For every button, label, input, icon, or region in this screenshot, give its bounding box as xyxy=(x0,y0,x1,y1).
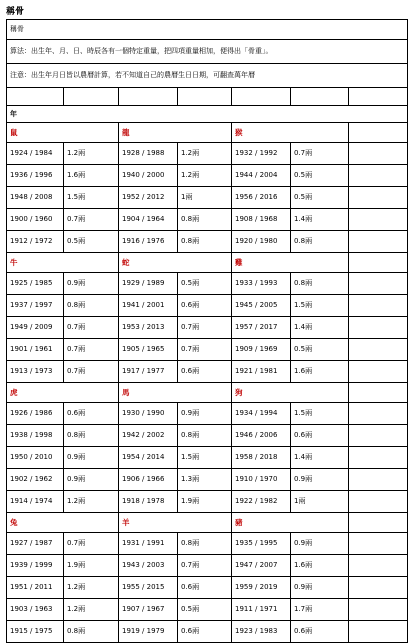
birth-years-cell: 1958 / 2018 xyxy=(232,447,291,469)
empty-cell xyxy=(349,425,408,447)
bone-weight-cell: 0.8兩 xyxy=(178,533,232,555)
birth-years-cell: 1901 / 1961 xyxy=(7,339,64,361)
birth-years-cell: 1932 / 1992 xyxy=(232,143,291,165)
birth-years-cell: 1953 / 2013 xyxy=(119,317,178,339)
zodiac-animal-label: 羊 xyxy=(119,513,232,533)
bone-weight-cell: 0.7兩 xyxy=(64,339,119,361)
empty-cell xyxy=(349,599,408,621)
birth-years-cell: 1907 / 1967 xyxy=(119,599,178,621)
bone-weight-cell: 0.9兩 xyxy=(291,533,349,555)
birth-years-cell: 1931 / 1991 xyxy=(119,533,178,555)
bone-weight-cell: 0.5兩 xyxy=(178,599,232,621)
method-note: 算法：出生年、月、日、時辰各有一個特定重量，把四項重量相加，便得出「骨重」。 xyxy=(7,40,408,64)
birth-years-cell: 1911 / 1971 xyxy=(232,599,291,621)
empty-cell xyxy=(349,469,408,491)
sheet-title: 稱骨 xyxy=(7,20,408,40)
caution-note: 注意：出生年月日皆以農曆計算，若不知道自己的農曆生日日期，可翻查萬年曆 xyxy=(7,64,408,88)
birth-years-cell: 1948 / 2008 xyxy=(7,187,64,209)
zodiac-header-row xyxy=(7,383,408,403)
bone-weight-cell: 1.5兩 xyxy=(291,403,349,425)
table-row xyxy=(7,577,408,599)
birth-years-cell: 1903 / 1963 xyxy=(7,599,64,621)
bone-weight-cell: 1.5兩 xyxy=(291,295,349,317)
birth-years-cell: 1917 / 1977 xyxy=(119,361,178,383)
birth-years-cell: 1956 / 2016 xyxy=(232,187,291,209)
bone-weight-cell: 0.8兩 xyxy=(64,425,119,447)
bone-weight-cell: 1兩 xyxy=(178,187,232,209)
empty-cell xyxy=(349,317,408,339)
birth-years-cell: 1941 / 2001 xyxy=(119,295,178,317)
zodiac-animal-label: 龍 xyxy=(119,123,232,143)
bone-weight-cell: 0.6兩 xyxy=(178,577,232,599)
bone-weight-cell: 1.5兩 xyxy=(64,187,119,209)
birth-years-cell: 1943 / 2003 xyxy=(119,555,178,577)
empty-cell xyxy=(349,361,408,383)
table-row xyxy=(7,491,408,513)
bone-weight-cell: 0.8兩 xyxy=(291,231,349,253)
table-row xyxy=(7,143,408,165)
bone-weight-cell: 1.4兩 xyxy=(291,447,349,469)
birth-years-cell: 1927 / 1987 xyxy=(7,533,64,555)
bone-weight-cell: 1.9兩 xyxy=(178,491,232,513)
empty-cell xyxy=(349,555,408,577)
bone-weight-cell: 0.5兩 xyxy=(291,339,349,361)
birth-years-cell: 1935 / 1995 xyxy=(232,533,291,555)
birth-years-cell: 1944 / 2004 xyxy=(232,165,291,187)
birth-years-cell: 1934 / 1994 xyxy=(232,403,291,425)
zodiac-animal-label: 狗 xyxy=(232,383,349,403)
table-row xyxy=(7,533,408,555)
bone-weight-cell: 0.8兩 xyxy=(64,621,119,643)
empty-cell xyxy=(349,403,408,425)
empty-cell xyxy=(349,339,408,361)
zodiac-header-row xyxy=(7,123,408,143)
empty-cell xyxy=(349,165,408,187)
bone-weight-cell: 0.6兩 xyxy=(291,621,349,643)
birth-years-cell: 1926 / 1986 xyxy=(7,403,64,425)
table-row xyxy=(7,295,408,317)
bone-weight-cell: 0.6兩 xyxy=(178,295,232,317)
birth-years-cell: 1955 / 2015 xyxy=(119,577,178,599)
bone-weight-cell: 1.2兩 xyxy=(64,599,119,621)
birth-years-cell: 1908 / 1968 xyxy=(232,209,291,231)
bone-weight-cell: 0.8兩 xyxy=(64,295,119,317)
zodiac-animal-label: 鼠 xyxy=(7,123,119,143)
zodiac-animal-label: 牛 xyxy=(7,253,119,273)
bone-weight-cell: 0.7兩 xyxy=(178,317,232,339)
birth-years-cell: 1924 / 1984 xyxy=(7,143,64,165)
bone-weight-table xyxy=(6,19,408,643)
empty-cell xyxy=(349,533,408,555)
birth-years-cell: 1930 / 1990 xyxy=(119,403,178,425)
birth-years-cell: 1921 / 1981 xyxy=(232,361,291,383)
zodiac-animal-label: 蛇 xyxy=(119,253,232,273)
empty-cell xyxy=(7,88,64,106)
zodiac-animal-label: 豬 xyxy=(232,513,349,533)
birth-years-cell: 1905 / 1965 xyxy=(119,339,178,361)
zodiac-header-row xyxy=(7,253,408,273)
bone-weight-cell: 0.9兩 xyxy=(291,469,349,491)
bone-weight-cell: 0.9兩 xyxy=(64,447,119,469)
birth-years-cell: 1957 / 2017 xyxy=(232,317,291,339)
zodiac-header-row xyxy=(7,513,408,533)
table-row xyxy=(7,209,408,231)
year-header-row xyxy=(7,106,408,123)
bone-weight-cell: 0.7兩 xyxy=(178,339,232,361)
empty-cell xyxy=(291,88,349,106)
empty-cell xyxy=(349,88,408,106)
empty-cell xyxy=(349,231,408,253)
birth-years-cell: 1900 / 1960 xyxy=(7,209,64,231)
bone-weight-cell: 0.7兩 xyxy=(64,533,119,555)
bone-weight-cell: 1.6兩 xyxy=(64,165,119,187)
method-note-row xyxy=(7,40,408,64)
year-header: 年 xyxy=(7,106,408,123)
table-row xyxy=(7,339,408,361)
table-row xyxy=(7,231,408,253)
bone-weight-cell: 0.9兩 xyxy=(291,577,349,599)
empty-cell xyxy=(232,88,291,106)
zodiac-animal-label: 馬 xyxy=(119,383,232,403)
caution-note-row xyxy=(7,64,408,88)
bone-weight-cell: 0.9兩 xyxy=(178,403,232,425)
bone-weight-cell: 1.2兩 xyxy=(178,143,232,165)
bone-weight-cell: 1.4兩 xyxy=(291,317,349,339)
table-row xyxy=(7,317,408,339)
empty-cell xyxy=(349,447,408,469)
birth-years-cell: 1904 / 1964 xyxy=(119,209,178,231)
table-row xyxy=(7,403,408,425)
birth-years-cell: 1937 / 1997 xyxy=(7,295,64,317)
birth-years-cell: 1912 / 1972 xyxy=(7,231,64,253)
table-row xyxy=(7,187,408,209)
bone-weight-cell: 1.2兩 xyxy=(178,165,232,187)
table-row xyxy=(7,361,408,383)
bone-weight-cell: 1.2兩 xyxy=(64,491,119,513)
zodiac-animal-label: 兔 xyxy=(7,513,119,533)
birth-years-cell: 1946 / 2006 xyxy=(232,425,291,447)
bone-weight-cell: 0.7兩 xyxy=(178,555,232,577)
table-row xyxy=(7,447,408,469)
bone-weight-cell: 1.6兩 xyxy=(291,361,349,383)
birth-years-cell: 1928 / 1988 xyxy=(119,143,178,165)
birth-years-cell: 1910 / 1970 xyxy=(232,469,291,491)
birth-years-cell: 1916 / 1976 xyxy=(119,231,178,253)
bone-weight-cell: 0.6兩 xyxy=(178,621,232,643)
birth-years-cell: 1938 / 1998 xyxy=(7,425,64,447)
birth-years-cell: 1906 / 1966 xyxy=(119,469,178,491)
bone-weight-cell: 0.7兩 xyxy=(64,209,119,231)
empty-cell xyxy=(119,88,178,106)
birth-years-cell: 1909 / 1969 xyxy=(232,339,291,361)
bone-weight-cell: 0.5兩 xyxy=(64,231,119,253)
empty-cell xyxy=(349,621,408,643)
bone-weight-cell: 0.5兩 xyxy=(291,165,349,187)
zodiac-animal-label: 虎 xyxy=(7,383,119,403)
birth-years-cell: 1940 / 2000 xyxy=(119,165,178,187)
zodiac-animal-label: 雞 xyxy=(232,253,349,273)
table-row xyxy=(7,469,408,491)
birth-years-cell: 1959 / 2019 xyxy=(232,577,291,599)
birth-years-cell: 1950 / 2010 xyxy=(7,447,64,469)
empty-cell xyxy=(349,491,408,513)
bone-weight-cell: 0.6兩 xyxy=(291,425,349,447)
empty-cell xyxy=(349,383,408,403)
table-row xyxy=(7,425,408,447)
bone-weight-cell: 0.9兩 xyxy=(64,273,119,295)
bone-weight-cell: 1.5兩 xyxy=(178,447,232,469)
sheet-title-row xyxy=(7,20,408,40)
bone-weight-cell: 1.6兩 xyxy=(291,555,349,577)
empty-cell xyxy=(349,187,408,209)
birth-years-cell: 1942 / 2002 xyxy=(119,425,178,447)
birth-years-cell: 1915 / 1975 xyxy=(7,621,64,643)
empty-cell xyxy=(349,209,408,231)
bone-weight-cell: 0.5兩 xyxy=(291,187,349,209)
table-row xyxy=(7,555,408,577)
table-row xyxy=(7,621,408,643)
bone-weight-cell: 0.8兩 xyxy=(178,231,232,253)
birth-years-cell: 1913 / 1973 xyxy=(7,361,64,383)
birth-years-cell: 1902 / 1962 xyxy=(7,469,64,491)
birth-years-cell: 1922 / 1982 xyxy=(232,491,291,513)
empty-cell xyxy=(349,143,408,165)
bone-weight-cell: 0.7兩 xyxy=(291,143,349,165)
spacer-row xyxy=(7,88,408,106)
table-row xyxy=(7,273,408,295)
page-title: 稱骨 xyxy=(6,7,25,17)
empty-cell xyxy=(349,295,408,317)
birth-years-cell: 1936 / 1996 xyxy=(7,165,64,187)
bone-weight-cell: 1.2兩 xyxy=(64,143,119,165)
birth-years-cell: 1933 / 1993 xyxy=(232,273,291,295)
table-row xyxy=(7,165,408,187)
empty-cell xyxy=(349,273,408,295)
empty-cell xyxy=(178,88,232,106)
bone-weight-cell: 0.9兩 xyxy=(64,469,119,491)
birth-years-cell: 1947 / 2007 xyxy=(232,555,291,577)
bone-weight-cell: 0.8兩 xyxy=(291,273,349,295)
bone-weight-cell: 0.7兩 xyxy=(64,317,119,339)
birth-years-cell: 1954 / 2014 xyxy=(119,447,178,469)
bone-weight-cell: 0.8兩 xyxy=(178,425,232,447)
birth-years-cell: 1951 / 2011 xyxy=(7,577,64,599)
birth-years-cell: 1920 / 1980 xyxy=(232,231,291,253)
empty-cell xyxy=(349,513,408,533)
birth-years-cell: 1939 / 1999 xyxy=(7,555,64,577)
bone-weight-cell: 1.2兩 xyxy=(64,577,119,599)
bone-weight-cell: 0.8兩 xyxy=(178,209,232,231)
bone-weight-cell: 1兩 xyxy=(291,491,349,513)
bone-weight-cell: 1.4兩 xyxy=(291,209,349,231)
birth-years-cell: 1929 / 1989 xyxy=(119,273,178,295)
birth-years-cell: 1945 / 2005 xyxy=(232,295,291,317)
bone-weight-cell: 1.7兩 xyxy=(291,599,349,621)
bone-weight-cell: 0.6兩 xyxy=(178,361,232,383)
birth-years-cell: 1923 / 1983 xyxy=(232,621,291,643)
birth-years-cell: 1925 / 1985 xyxy=(7,273,64,295)
birth-years-cell: 1949 / 2009 xyxy=(7,317,64,339)
bone-weight-cell: 0.7兩 xyxy=(64,361,119,383)
empty-cell xyxy=(349,123,408,143)
empty-cell xyxy=(349,577,408,599)
table-row xyxy=(7,599,408,621)
empty-cell xyxy=(349,253,408,273)
bone-weight-cell: 1.3兩 xyxy=(178,469,232,491)
birth-years-cell: 1918 / 1978 xyxy=(119,491,178,513)
birth-years-cell: 1952 / 2012 xyxy=(119,187,178,209)
birth-years-cell: 1914 / 1974 xyxy=(7,491,64,513)
zodiac-animal-label: 猴 xyxy=(232,123,349,143)
bone-weight-cell: 1.9兩 xyxy=(64,555,119,577)
bone-weight-cell: 0.6兩 xyxy=(64,403,119,425)
bone-weight-cell: 0.5兩 xyxy=(178,273,232,295)
birth-years-cell: 1919 / 1979 xyxy=(119,621,178,643)
empty-cell xyxy=(64,88,119,106)
